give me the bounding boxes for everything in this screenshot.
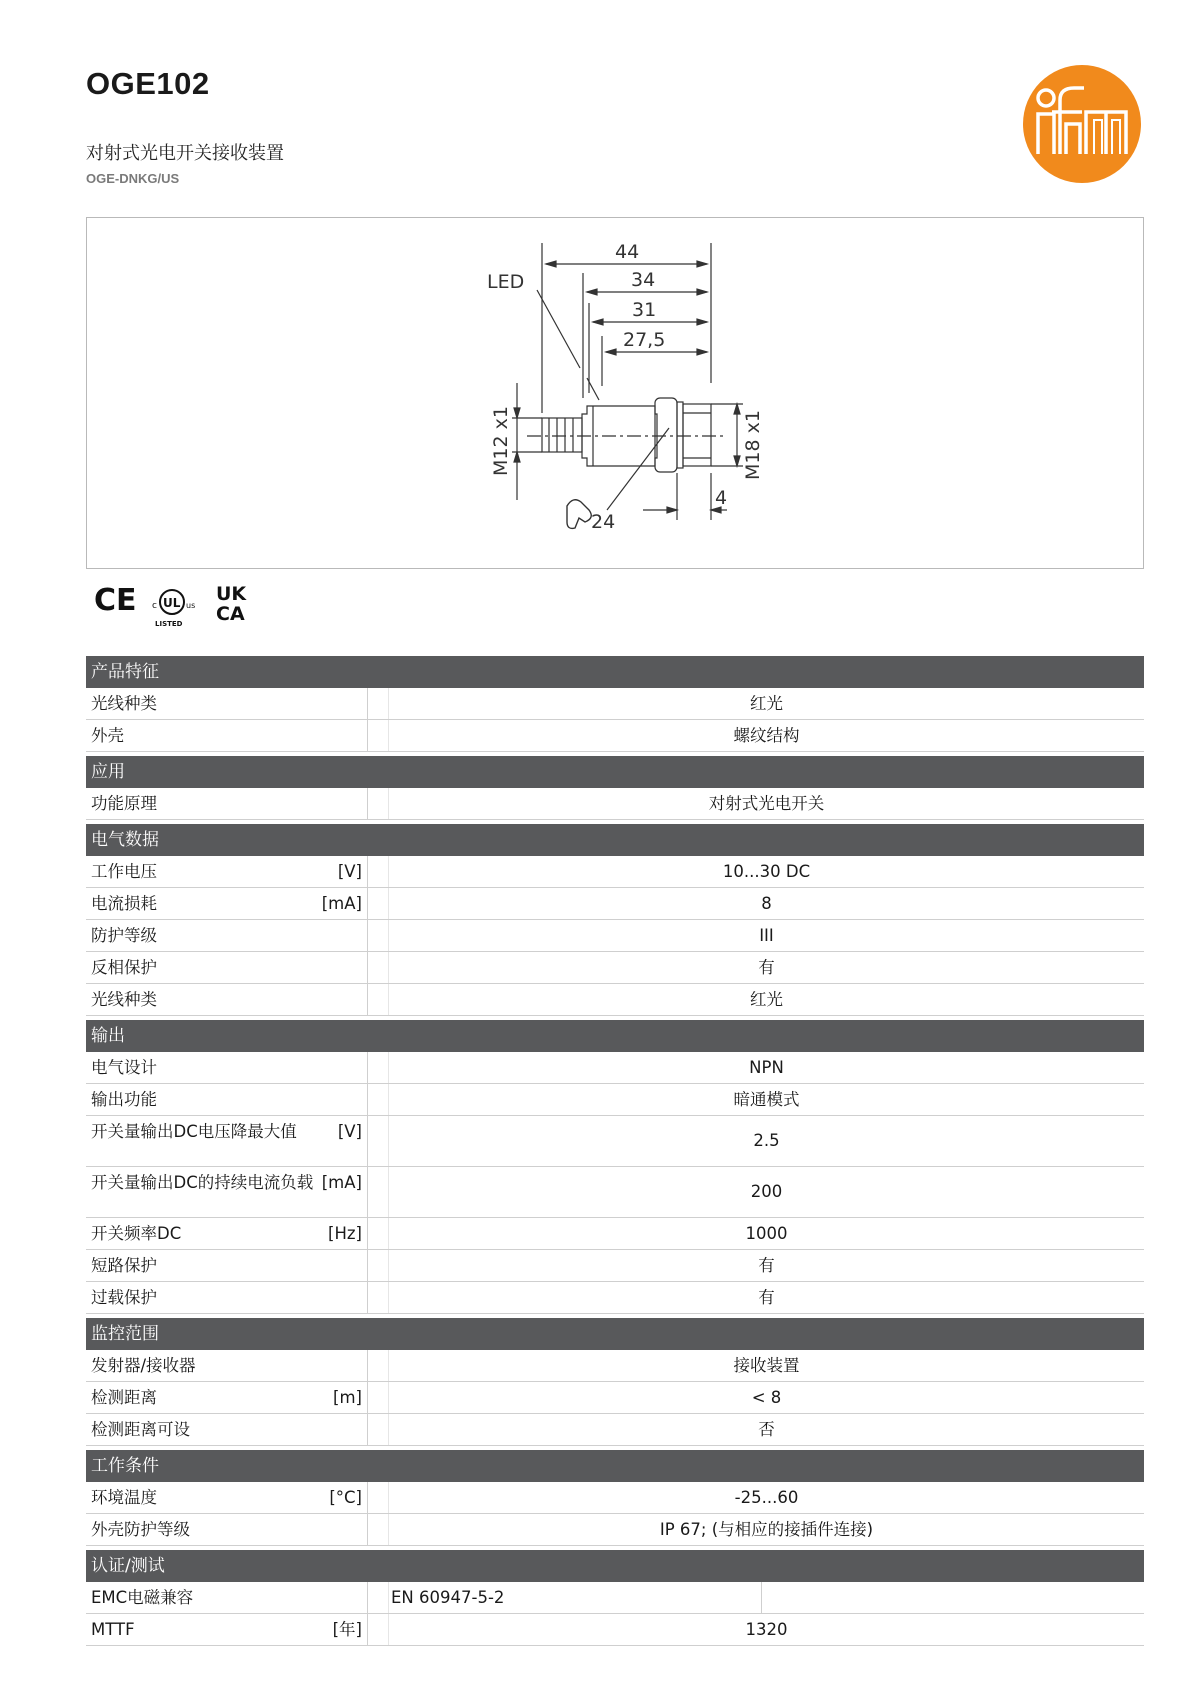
spec-value: 螺纹结构	[388, 720, 1144, 751]
spec-value: 红光	[388, 984, 1144, 1015]
spec-row	[86, 1116, 1144, 1167]
spec-label: 输出功能	[91, 1090, 157, 1109]
dim-24: 24	[591, 511, 616, 533]
spec-row	[86, 1414, 1144, 1446]
spec-row	[86, 788, 1144, 820]
spec-row	[86, 688, 1144, 720]
dim-44: 44	[615, 241, 640, 263]
spec-row	[86, 1614, 1144, 1646]
spec-row	[86, 856, 1144, 888]
spec-label-cell	[86, 1218, 368, 1249]
spec-label-cell	[86, 920, 368, 951]
dim-34: 34	[631, 269, 656, 291]
spec-label: 检测距离可设	[91, 1420, 190, 1439]
spec-value: 暗通模式	[388, 1084, 1144, 1115]
spec-unit: [mA]	[321, 1173, 362, 1192]
ce-mark: CE	[94, 583, 137, 618]
spec-label-cell	[86, 1167, 368, 1217]
spec-label-cell	[86, 720, 368, 751]
spec-unit: [V]	[337, 1122, 362, 1141]
section-header: 认证/测试	[86, 1550, 1144, 1582]
spec-label-cell	[86, 984, 368, 1015]
spec-value: 对射式光电开关	[388, 788, 1144, 819]
spec-label: 发射器/接收器	[91, 1356, 196, 1375]
section-header: 监控范围	[86, 1318, 1144, 1350]
spec-label-cell	[86, 1250, 368, 1281]
product-title: OGE102	[86, 66, 210, 101]
spec-label-cell	[86, 688, 368, 719]
ul-us-mark: us	[186, 601, 196, 610]
spec-label: 光线种类	[91, 990, 157, 1009]
spec-value: 2.5	[388, 1116, 1144, 1166]
spec-label: 开关频率DC	[91, 1224, 182, 1243]
spec-label: MTTF	[91, 1620, 135, 1639]
spec-label-cell	[86, 1350, 368, 1381]
spec-unit: [mA]	[321, 894, 362, 913]
spec-label: 外壳	[91, 726, 124, 745]
spec-label: EMC电磁兼容	[91, 1588, 194, 1607]
spec-label: 开关量输出DC的持续电流负载	[91, 1173, 314, 1192]
spec-row	[86, 1582, 1144, 1614]
spec-label: 电流损耗	[91, 894, 157, 913]
spec-label: 电气设计	[91, 1058, 157, 1077]
spec-value: 8	[388, 888, 1144, 919]
spec-label-cell	[86, 1282, 368, 1313]
spec-label-cell	[86, 1582, 368, 1613]
ifm-logo	[1022, 64, 1142, 184]
spec-value: 有	[388, 1250, 1144, 1281]
ul-mark: UL	[163, 596, 181, 610]
ukca-bottom: CA	[216, 603, 245, 625]
spec-row	[86, 952, 1144, 984]
spec-unit: [°C]	[329, 1488, 362, 1507]
spec-row	[86, 1167, 1144, 1218]
spec-row	[86, 1482, 1144, 1514]
ul-listed-mark: LISTED	[155, 620, 183, 628]
spec-row	[86, 1052, 1144, 1084]
spec-label: 反相保护	[91, 958, 157, 977]
spec-label: 外壳防护等级	[91, 1520, 190, 1539]
spec-row	[86, 1218, 1144, 1250]
spec-row	[86, 1350, 1144, 1382]
dim-31: 31	[632, 299, 657, 321]
spec-label-cell	[86, 1514, 368, 1545]
product-subtitle: 对射式光电开关接收装置	[86, 143, 284, 164]
spec-row	[86, 1282, 1144, 1314]
thread-m18-label: M18 x1	[742, 410, 764, 480]
spec-value: 有	[388, 1282, 1144, 1313]
dimension-drawing	[86, 217, 1144, 569]
spec-label: 过载保护	[91, 1288, 157, 1307]
spec-label-cell	[86, 952, 368, 983]
dim-4: 4	[715, 487, 728, 509]
sensor-drawing-svg	[87, 218, 1143, 568]
spec-row	[86, 1382, 1144, 1414]
spec-value: 否	[388, 1414, 1144, 1445]
spec-label: 工作电压	[91, 862, 157, 881]
spec-label: 环境温度	[91, 1488, 157, 1507]
spec-value: 10...30 DC	[388, 856, 1144, 887]
spec-row	[86, 920, 1144, 952]
spec-value-text: EN 60947-5-2	[391, 1582, 762, 1613]
section-header: 输出	[86, 1020, 1144, 1052]
spec-unit: [Hz]	[328, 1224, 362, 1243]
spec-label: 光线种类	[91, 694, 157, 713]
spec-value: -25...60	[388, 1482, 1144, 1513]
ul-c-mark: c	[152, 601, 157, 611]
thread-m12-label: M12 x1	[490, 406, 512, 476]
spec-label: 开关量输出DC电压降最大值	[91, 1122, 297, 1141]
spec-label-cell	[86, 1414, 368, 1445]
spec-table	[86, 656, 1144, 1646]
spec-unit: [m]	[333, 1388, 362, 1407]
spec-value: 1320	[388, 1614, 1144, 1645]
spec-label-cell	[86, 1116, 368, 1166]
section-header: 产品特征	[86, 656, 1144, 688]
ukca-top: UK	[216, 583, 247, 605]
spec-label: 功能原理	[91, 794, 157, 813]
section-header: 应用	[86, 756, 1144, 788]
product-code: OGE-DNKG/US	[86, 171, 180, 186]
spec-label: 检测距离	[91, 1388, 157, 1407]
spec-label: 防护等级	[91, 926, 157, 945]
spec-label-cell	[86, 1614, 368, 1645]
spec-label: 短路保护	[91, 1256, 157, 1275]
spec-value: < 8	[388, 1382, 1144, 1413]
spec-row	[86, 1250, 1144, 1282]
spec-value: 有	[388, 952, 1144, 983]
spec-value: 200	[388, 1167, 1144, 1217]
spec-label-cell	[86, 788, 368, 819]
dim-27-5: 27,5	[623, 329, 666, 351]
spec-row	[86, 888, 1144, 920]
spec-label-cell	[86, 888, 368, 919]
spec-value	[388, 1582, 1144, 1613]
spec-value: NPN	[388, 1052, 1144, 1083]
spec-label-cell	[86, 1052, 368, 1083]
spec-label-cell	[86, 856, 368, 887]
led-label: LED	[487, 271, 525, 293]
spec-row	[86, 1514, 1144, 1546]
spec-label-cell	[86, 1482, 368, 1513]
certification-marks	[92, 578, 262, 630]
spec-value: 1000	[388, 1218, 1144, 1249]
spec-unit: [V]	[337, 862, 362, 881]
spec-label-cell	[86, 1084, 368, 1115]
section-header: 工作条件	[86, 1450, 1144, 1482]
spec-value: 接收装置	[388, 1350, 1144, 1381]
spec-value: 红光	[388, 688, 1144, 719]
spec-row	[86, 1084, 1144, 1116]
spec-unit: [年]	[332, 1620, 362, 1639]
spec-row	[86, 984, 1144, 1016]
spec-value: III	[388, 920, 1144, 951]
section-header: 电气数据	[86, 824, 1144, 856]
spec-label-cell	[86, 1382, 368, 1413]
spec-value: IP 67; (与相应的接插件连接)	[388, 1514, 1144, 1545]
spec-row	[86, 720, 1144, 752]
